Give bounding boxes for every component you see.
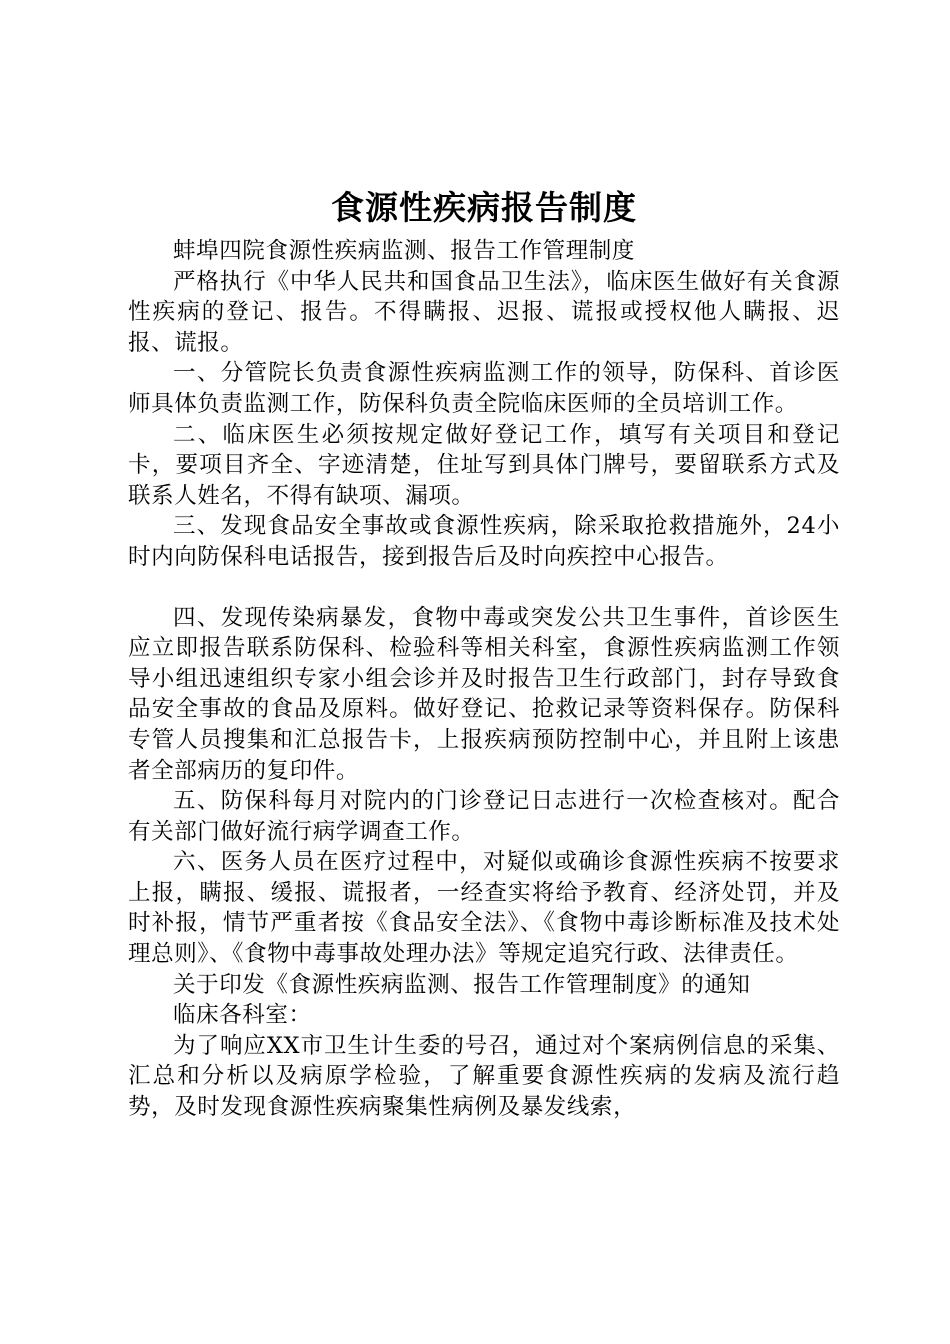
- paragraph-item-1: 一、分管院长负责食源性疾病监测工作的领导，防保科、首诊医师具体负责监测工作，防保科负责全院临床医师的全员培训工作。: [128, 360, 840, 417]
- paragraph-system-name: 蚌埠四院食源性疾病监测、报告工作管理制度: [173, 238, 636, 264]
- paragraph-notice-body: 为了响应XX市卫生计生委的号召，通过对个案病例信息的采集、汇总和分析以及病原学检验，了解重要食源性疾病的发病及流行趋势，及时发现食源性疾病聚集性病例及暴发线索，: [128, 1032, 840, 1121]
- paragraph-item-3: 三、发现食品安全事故或食源性疾病，除采取抢救措施外，24小时内向防保科电话报告，接到报告后及时向疾控中心报告。: [128, 513, 840, 570]
- paragraph-recipient: 临床各科室：: [173, 1002, 312, 1029]
- paragraph-item-6: 六、医务人员在医疗过程中，对疑似或确诊食源性疾病不按要求上报，瞒报、缓报、谎报者，一经查实将给予教育、经济处罚，并及时补报，情节严重者按《食品安全法》、《食物中毒诊断标准及技术处理总则》、《食物中毒事故处理办法》等规定追究行政、法律责任。: [128, 849, 840, 968]
- paragraph-item-2: 二、临床医生必须按规定做好登记工作，填写有关项目和登记卡，要项目齐全、字迹清楚，住址写到具体门牌号，要留联系方式及联系人姓名，不得有缺项、漏项。: [128, 421, 840, 509]
- document-body: [128, 236, 840, 1123]
- document-title: 食源性疾病报告制度: [331, 188, 637, 227]
- paragraph-notice-title: 关于印发《食源性疾病监测、报告工作管理制度》的通知: [173, 971, 751, 998]
- paragraph-intro: 严格执行《中华人民共和国食品卫生法》，临床医生做好有关食源性疾病的登记、报告。不得瞒报、迟报、谎报或授权他人瞒报、迟报、谎报。: [128, 268, 840, 356]
- paragraph-item-4: 四、发现传染病暴发，食物中毒或突发公共卫生事件，首诊医生应立即报告联系防保科、检验科等相关科室，食源性疾病监测工作领导小组迅速组织专家小组会诊并及时报告卫生行政部门，封存导致食品安全事故的食品及原料。做好登记、抢救记录等资料保存。防保科专管人员搜集和汇总报告卡，上报疾病预防控制中心，并且附上该患者全部病历的复印件。: [128, 604, 840, 784]
- paragraph-item-5: 五、防保科每月对院内的门诊登记日志进行一次检查核对。配合有关部门做好流行病学调查工作。: [128, 788, 840, 845]
- document-page: [128, 0, 840, 1344]
